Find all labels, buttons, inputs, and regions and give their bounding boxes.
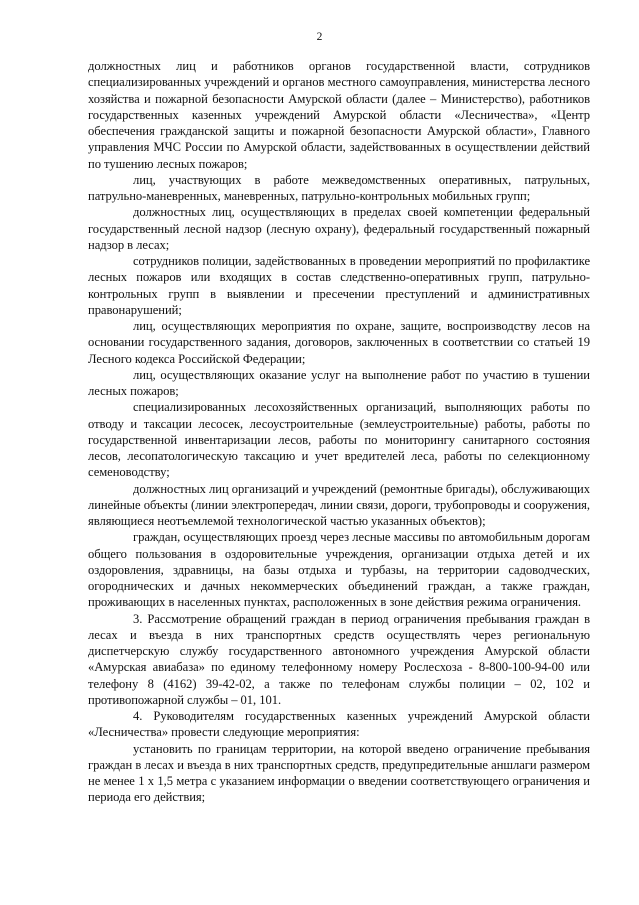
- paragraph-citizens-transit: граждан, осуществляющих проезд через лесные массивы по автомобильным дорогам общего пользования в оздоровительные учреждения, организации отдыха детей и их оздоровления, здравницы, на базы отдыха и турбазы, на территории садоводческих, огороднических и дачных некоммерческих объединений граждан, а также граждан, проживающих в населенных пунктах, расположенных в зоне действия режима ограничения.: [88, 530, 590, 610]
- document-body: [88, 58, 590, 806]
- page-number: 2: [316, 31, 323, 43]
- paragraph-item-4-heads: 4. Руководителям государственных казенных учреждений Амурской области «Лесничества» провести следующие мероприятия:: [88, 709, 590, 740]
- paragraph-firefighting-services: лиц, осуществляющих оказание услуг на выполнение работ по участию в тушении лесных пожаров;: [88, 367, 590, 398]
- paragraph-forest-protection: лиц, осуществляющих мероприятия по охране, защите, воспроизводству лесов на основании государственного задания, договоров, заключенных в соответствии со статьей 19 Лесного кодекса Российской Федерации;: [88, 319, 590, 366]
- paragraph-forest-supervision: должностных лиц, осуществляющих в пределах своей компетенции федеральный государственный лесной надзор (лесную охрану), федеральный государственный пожарный надзор в лесах;: [88, 205, 590, 252]
- paragraph-item-3-appeals: 3. Рассмотрение обращений граждан в период ограничения пребывания граждан в лесах и въезда в них транспортных средств осуществлять через региональную диспетчерскую службу государственного автономного учреждения Амурской области «Амурская авиабаза» по единому телефонному номеру Рослесхоза - 8-800-100-94-00 или телефону 8 (4162) 39-42-02, а также по телефонам службы полиции – 02, 102 и противопожарной службы – 01, 101.: [88, 611, 590, 707]
- paragraph-warning-signs: установить по границам территории, на которой введено ограничение пребывания граждан в лесах и въезда в них транспортных средств, предупредительные аншлаги размером не менее 1 х 1,5 метра с указанием информации о введении соответствующего ограничения и периода его действия;: [88, 741, 590, 805]
- paragraph-officials: должностных лиц и работников органов государственной власти, сотрудников специализированных учреждений и органов местного самоуправления, министерства лесного хозяйства и пожарной безопасности Амурской области (далее – Министерство), работников государственных казенных учреждений Амурской области «Лесничества», «Центр обеспечения гражданской защиты и пожарной безопасности Амурской области», Главного управления МЧС России по Амурской области, задействованных в осуществлении действий по тушению лесных пожаров;: [88, 59, 590, 171]
- paragraph-police: сотрудников полиции, задействованных в проведении мероприятий по профилактике лесных пожаров или входящих в состав следственно-оперативных групп, патрульно-контрольных групп в выявлении и пресечении преступлений и административных правонарушений;: [88, 254, 590, 317]
- paragraph-mobile-groups: лиц, участвующих в работе межведомственных оперативных, патрульных, патрульно-маневренных, маневренных, патрульно-контрольных мобильных групп;: [88, 172, 590, 203]
- paragraph-linear-objects: должностных лиц организаций и учреждений (ремонтные бригады), обслуживающих линейные объекты (линии электропередач, линии связи, дороги, трубопроводы и сооружения, являющиеся неотъемлемой технологической частью указанных объектов);: [88, 481, 590, 528]
- paragraph-forestry-organizations: специализированных лесохозяйственных организаций, выполняющих работы по отводу и таксации лесосек, лесоустроительные (землеустроительные) работы, работы по государственной инвентаризации лесов, работы по мониторингу санитарного состояния лесов, лесопатологическую таксацию и учет вредителей леса, работы по селекционному семеноводству;: [88, 400, 590, 480]
